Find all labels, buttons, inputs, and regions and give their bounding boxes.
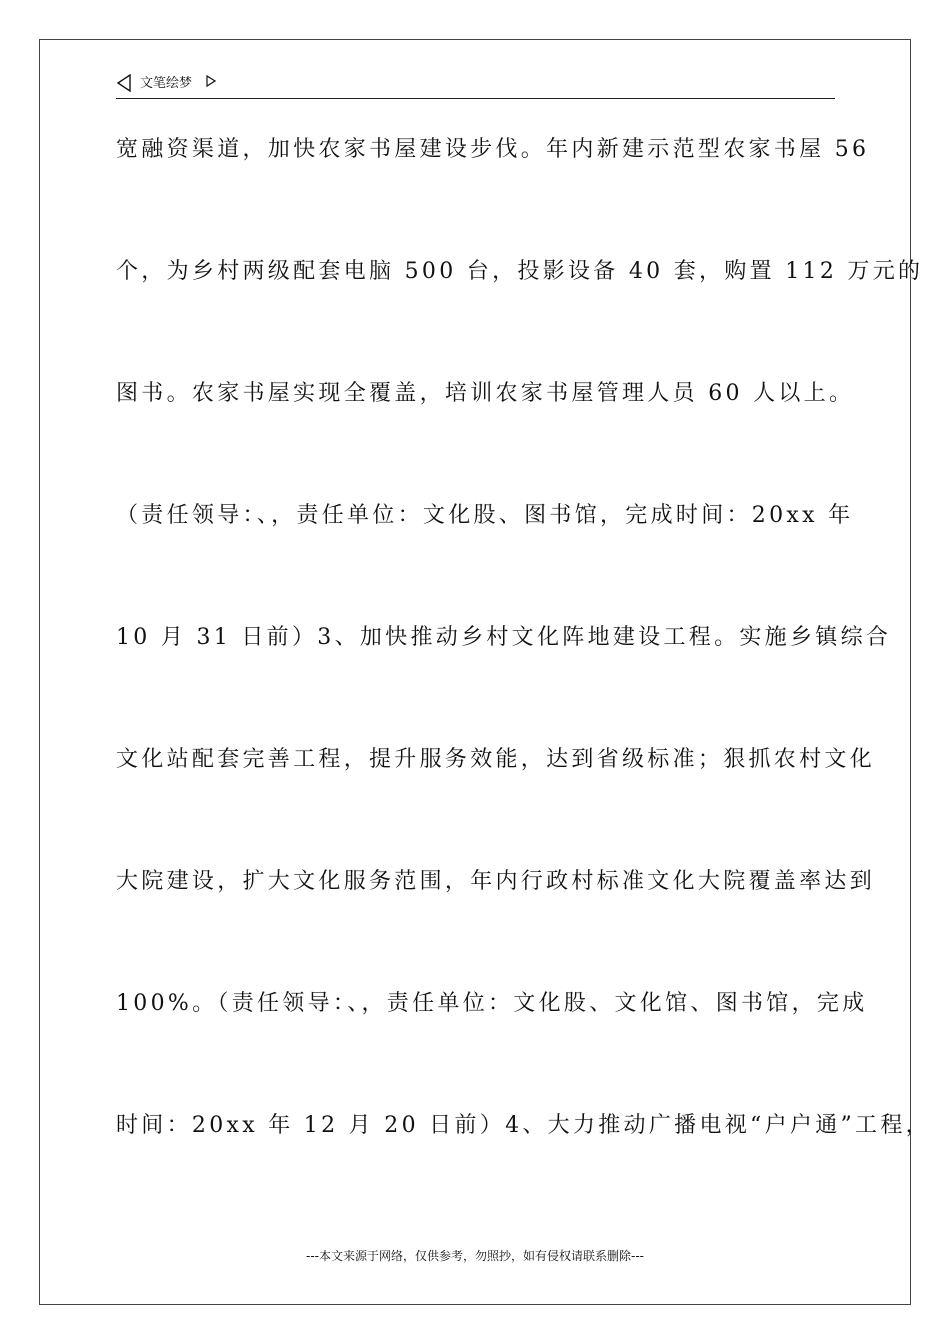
body-line: 100%。（责任领导：、，责任单位：文化股、文化馆、图书馆，完成: [116, 991, 868, 1016]
page-header: [116, 72, 835, 99]
body-line: 文化站配套完善工程，提升服务效能，达到省级标准；狠抓农村文化: [116, 747, 876, 772]
triangle-left-outline-icon: [116, 74, 132, 92]
body-line: 图书。农家书屋实现全覆盖，培训农家书屋管理人员 60 人以上。: [116, 381, 855, 406]
body-line: 10 月 31 日前）3、加快推动乡村文化阵地建设工程。实施乡镇综合: [116, 625, 892, 650]
body-line: （责任领导：、，责任单位：文化股、图书馆，完成时间：20xx 年: [116, 503, 854, 528]
body-line: 时间：20xx 年 12 月 20 日前）4、大力推动广播电视“户户通”工程，: [116, 1113, 931, 1138]
body-line: 宽融资渠道，加快农家书屋建设步伐。年内新建示范型农家书屋 56: [116, 137, 870, 162]
header-title: 文笔绘梦: [140, 76, 193, 91]
body-line: 个，为乡村两级配套电脑 500 台，投影设备 40 套，购置 112 万元的: [116, 259, 924, 284]
document-body: [116, 127, 931, 1225]
page-footer: ---本文来源于网络，仅供参考，勿照抄，如有侵权请联系删除---: [306, 1249, 644, 1263]
body-line: 大院建设，扩大文化服务范围，年内行政村标准文化大院覆盖率达到: [116, 869, 876, 894]
triangle-right-outline-icon: [206, 75, 216, 87]
